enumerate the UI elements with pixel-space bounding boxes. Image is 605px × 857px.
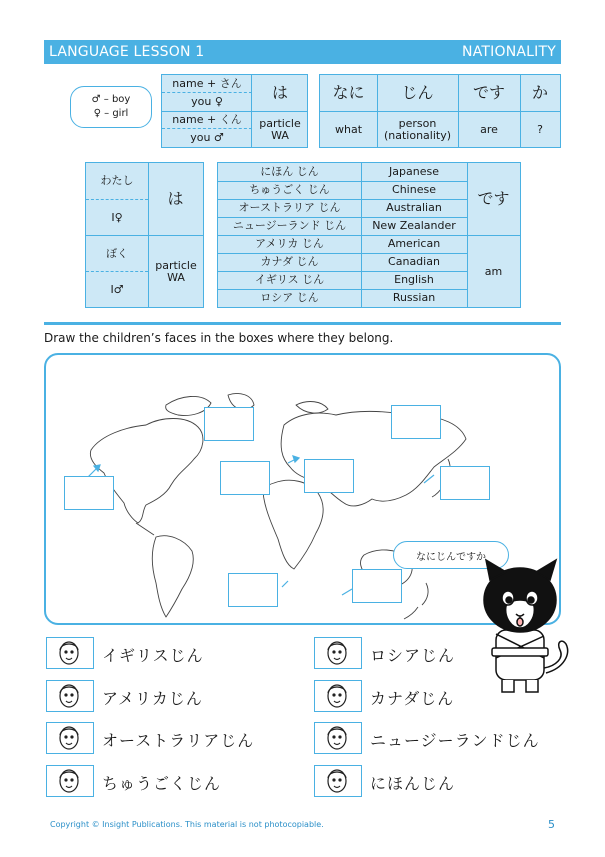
q-meaning-person: person (nationality) — [383, 116, 452, 142]
nationality-jp: カナダ じん — [260, 255, 319, 268]
nationality-jp: にほん じん — [260, 165, 319, 178]
cat-mascot — [476, 558, 576, 698]
nationality-jp: イギリス じん — [254, 273, 325, 286]
honorific-san: name + さん — [172, 76, 242, 90]
nationality-jp: ニュージーランド じん — [232, 219, 347, 232]
copyright-footer: Copyright © Insight Publications. This material is not photocopiable. — [50, 820, 324, 829]
map-box-america[interactable] — [440, 466, 490, 500]
q-header-desu: です — [472, 83, 505, 102]
desu-character: です — [477, 189, 510, 208]
legend-boy: ♂ – boy — [91, 94, 131, 105]
nationality-en: Australian — [386, 201, 442, 214]
pronoun-i-female: I♀ — [111, 210, 123, 224]
face-box-right-2 — [314, 722, 362, 754]
face-box-left-3 — [46, 765, 94, 797]
pronoun-watashi: わたし — [100, 174, 134, 187]
face-box-right-3 — [314, 765, 362, 797]
face-box-right-1 — [314, 680, 362, 712]
map-box-japan[interactable] — [304, 459, 354, 493]
lesson-header — [44, 40, 561, 64]
map-box-australia[interactable] — [228, 573, 278, 607]
speech-bubble: なにじんですか — [393, 541, 509, 569]
page-number: 5 — [548, 818, 555, 831]
nationality-en: Chinese — [392, 183, 436, 196]
nationality-label: ちゅうごくじん — [102, 774, 222, 793]
particle-wa-label: particle WA — [259, 116, 301, 142]
pronoun-i-male: I♂ — [110, 282, 124, 296]
you-female: you ♀ — [191, 95, 223, 108]
q-meaning-are: are — [480, 122, 498, 136]
lesson-topic: NATIONALITY — [462, 44, 556, 60]
nationality-en: Japanese — [389, 165, 439, 178]
face-box-left-0 — [46, 637, 94, 669]
q-header-jin: じん — [401, 83, 434, 102]
question-table — [319, 74, 561, 148]
nationality-label: ロシアじん — [370, 646, 456, 665]
gender-legend — [70, 86, 152, 128]
face-box-left-2 — [46, 722, 94, 754]
map-box-russia[interactable] — [391, 405, 441, 439]
nationality-en: American — [387, 237, 441, 250]
honorific-kun: name + くん — [172, 113, 242, 126]
map-box-canada[interactable] — [64, 476, 114, 510]
particle-wa-label-2: particle WA — [155, 258, 197, 284]
q-meaning-question: ? — [537, 122, 543, 136]
nationality-label: アメリカじん — [102, 689, 203, 708]
q-header-ka: か — [531, 83, 548, 102]
nationality-en: Canadian — [388, 255, 440, 268]
nationality-label: イギリスじん — [102, 646, 204, 665]
nationality-jp: ロシア じん — [260, 291, 319, 304]
section-divider — [44, 322, 561, 325]
nationality-jp: ちゅうごく じん — [249, 183, 330, 196]
nationality-label: カナダじん — [370, 689, 455, 708]
nationality-jp: オーストラリア じん — [238, 201, 341, 214]
legend-girl: ♀ – girl — [93, 108, 129, 119]
nationality-en: English — [394, 273, 434, 286]
nationality-label: オーストラリアじん — [102, 731, 255, 750]
wa-character-2: は — [167, 189, 184, 208]
nationality-jp: アメリカ じん — [255, 237, 324, 250]
map-box-europe[interactable] — [204, 407, 254, 441]
am-label: am — [484, 264, 503, 278]
face-box-left-1 — [46, 680, 94, 712]
face-box-right-0 — [314, 637, 362, 669]
q-meaning-what: what — [334, 122, 363, 136]
lesson-title: LANGUAGE LESSON 1 — [49, 44, 205, 60]
nationality-label: にほんじん — [370, 774, 456, 793]
pronoun-boku: ぼく — [106, 246, 128, 260]
nationality-label: ニュージーランドじん — [370, 731, 540, 750]
map-box-china[interactable] — [220, 461, 270, 495]
nationality-table — [217, 162, 521, 308]
nationality-en: New Zealander — [372, 219, 456, 232]
instruction-text: Draw the children’s faces in the boxes where they belong. — [44, 331, 394, 345]
you-male: you ♂ — [190, 131, 224, 144]
q-header-nani: なに — [332, 83, 365, 102]
map-box-new-zealand[interactable] — [352, 569, 402, 603]
honorific-table — [161, 74, 308, 148]
pronoun-table — [85, 162, 204, 308]
wa-character: は — [271, 83, 288, 102]
nationality-en: Russian — [392, 291, 436, 304]
